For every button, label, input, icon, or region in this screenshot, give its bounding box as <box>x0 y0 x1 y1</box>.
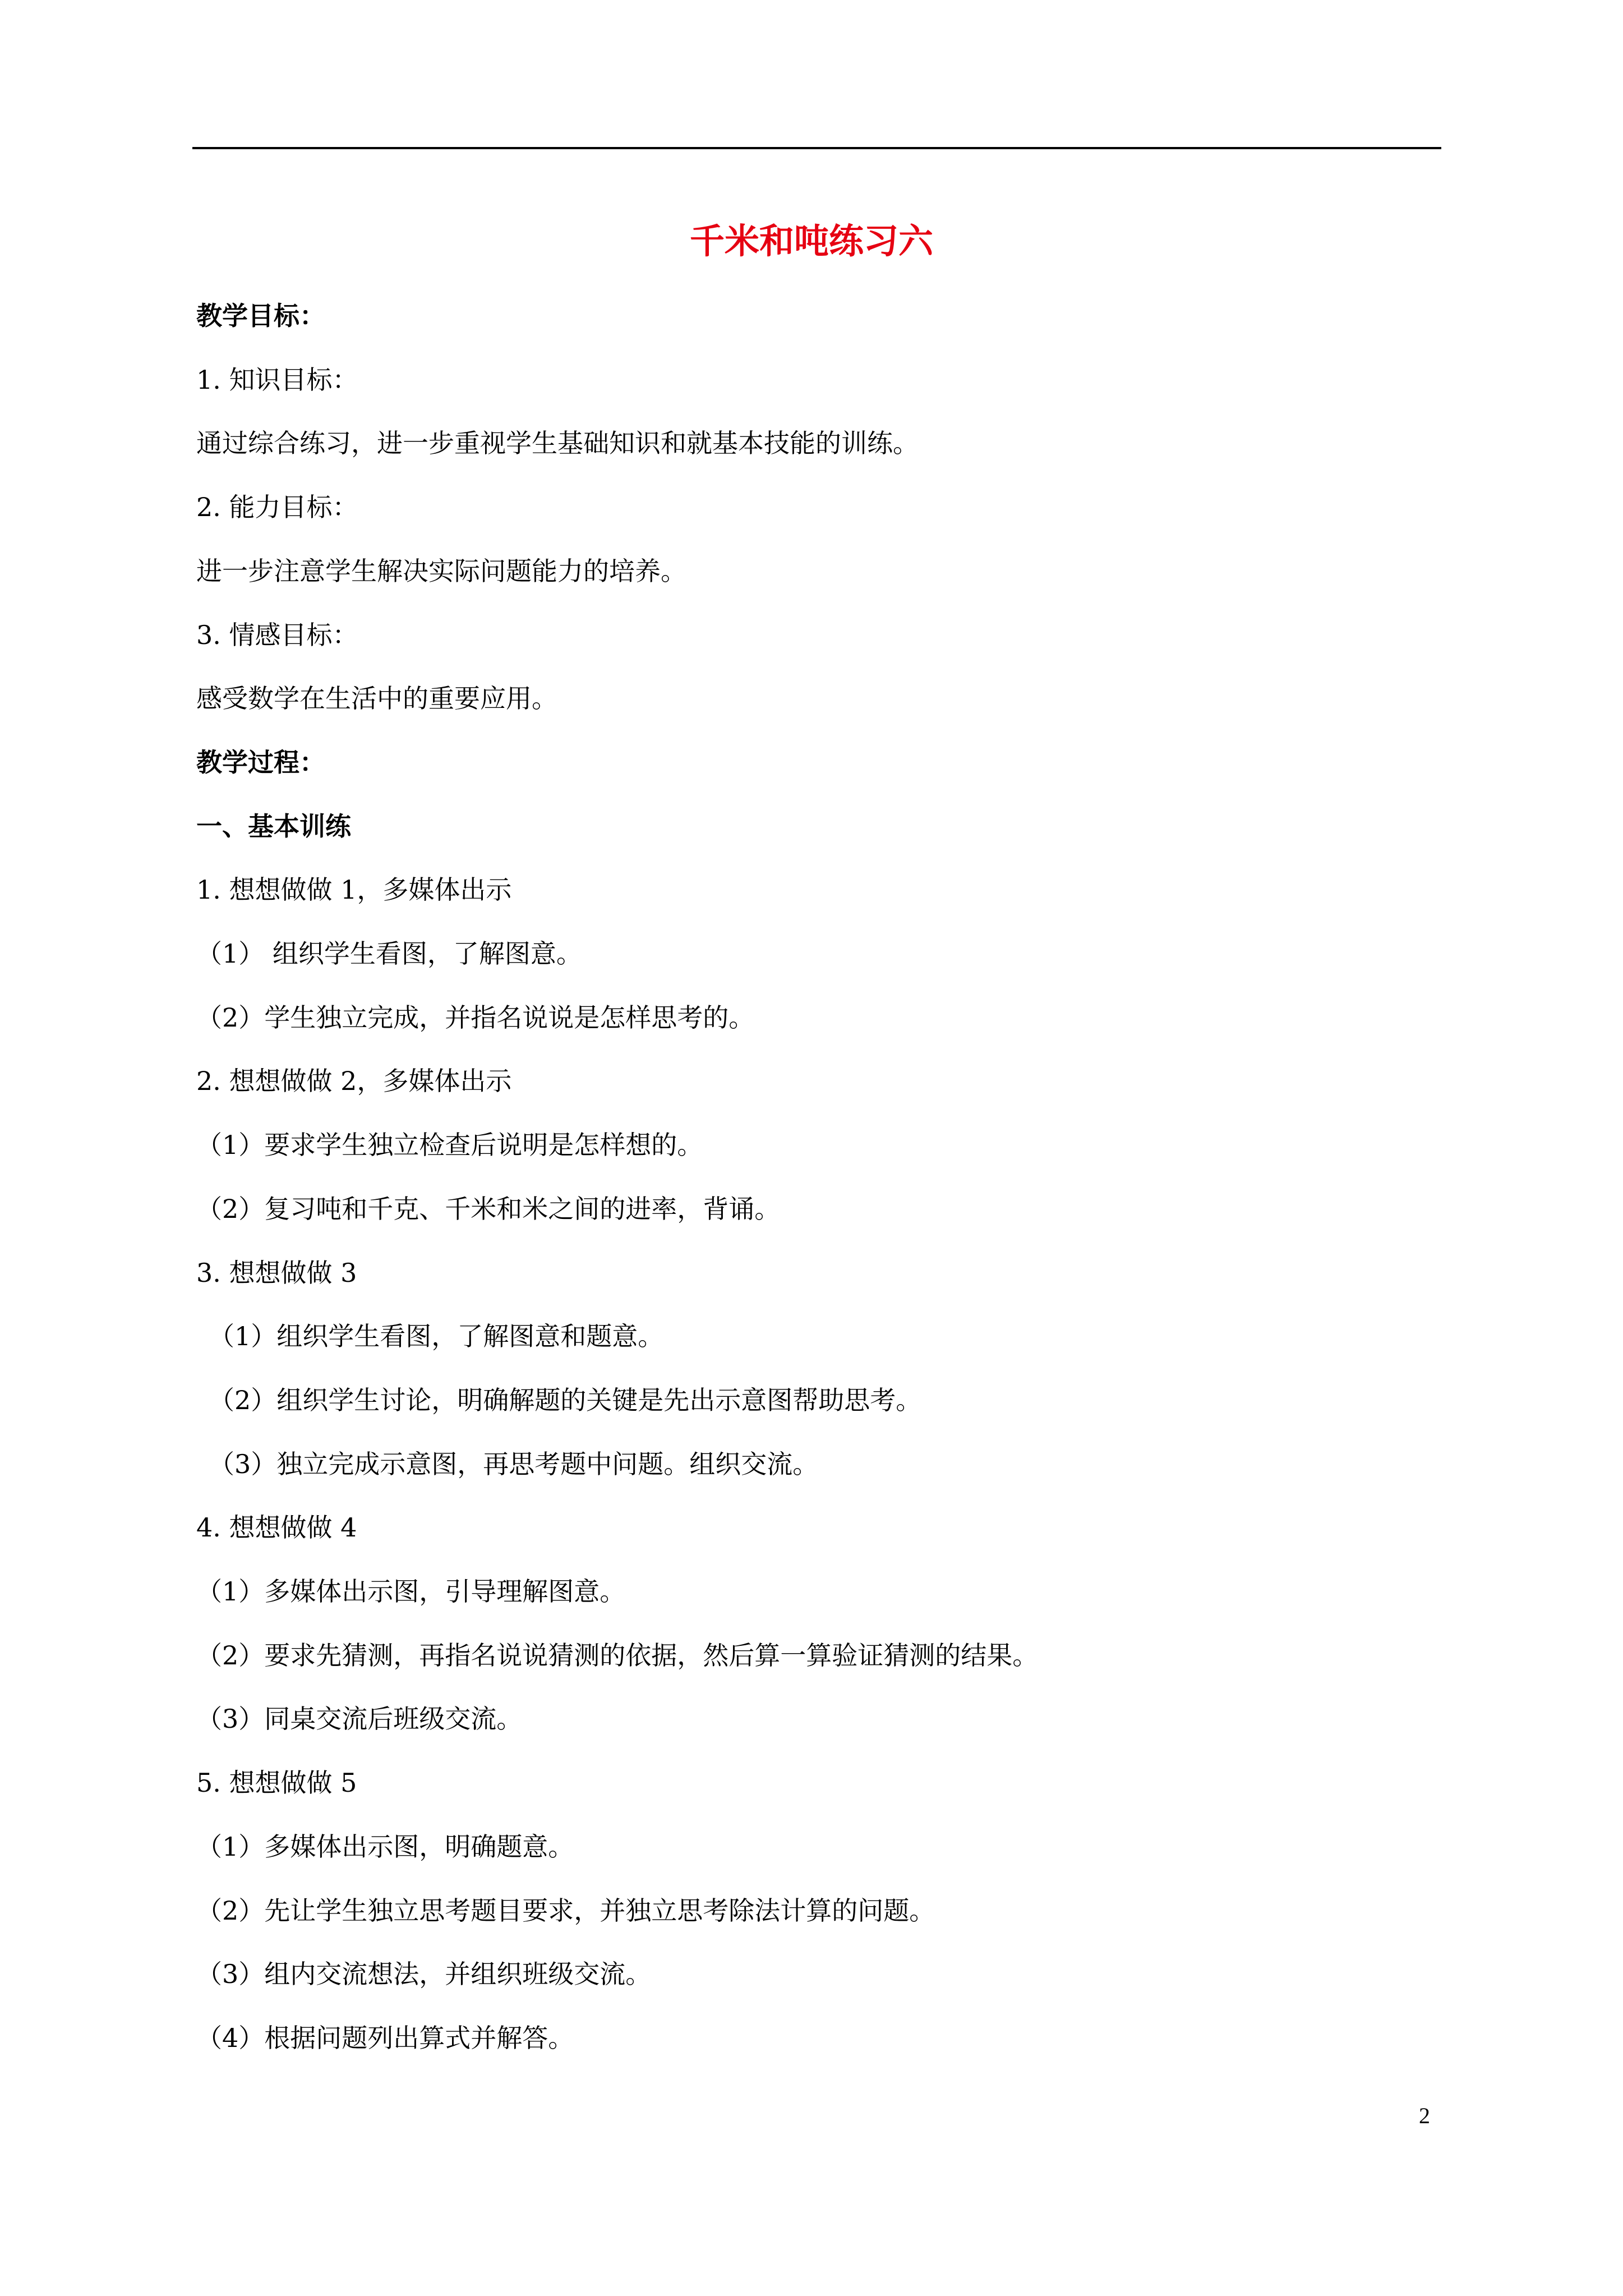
body-line: （2）组织学生讨论，明确解题的关键是先出示意图帮助思考。 <box>209 1385 922 1415</box>
body-line: 感受数学在生活中的重要应用。 <box>196 683 557 714</box>
body-line: 2. 想想做做 2，多媒体出示 <box>196 1066 512 1096</box>
section-heading: 一、基本训练 <box>196 811 351 841</box>
body-line: （3）独立完成示意图，再思考题中问题。组织交流。 <box>209 1449 819 1479</box>
body-line: 3. 情感目标： <box>196 620 358 650</box>
body-line: （4）根据问题列出算式并解答。 <box>196 2023 574 2053</box>
body-line: （2）要求先猜测，再指名说说猜测的依据，然后算一算验证猜测的结果。 <box>196 1640 1039 1671</box>
body-line: （1）组织学生看图，了解图意和题意。 <box>209 1321 664 1351</box>
body-line: 5. 想想做做 5 <box>196 1768 357 1798</box>
body-line: 3. 想想做做 3 <box>196 1258 357 1288</box>
body-line: 进一步注意学生解决实际问题能力的培养。 <box>196 556 686 586</box>
body-line: 1. 知识目标： <box>196 365 358 395</box>
section-heading: 教学过程： <box>196 747 325 777</box>
body-line: 4. 想想做做 4 <box>196 1512 357 1543</box>
section-heading: 教学目标： <box>196 301 325 331</box>
body-line: 通过综合练习，进一步重视学生基础知识和就基本技能的训练。 <box>196 428 919 458</box>
body-line: 2. 能力目标： <box>196 492 358 522</box>
body-line: （3）同桌交流后班级交流。 <box>196 1704 523 1734</box>
body-line: （1）多媒体出示图，引导理解图意。 <box>196 1576 626 1607</box>
document-title: 千米和吨练习六 <box>689 220 933 261</box>
body-line: （1） 组织学生看图，了解图意。 <box>196 938 582 969</box>
body-line: （2）复习吨和千克、千米和米之间的进率，背诵。 <box>196 1194 781 1224</box>
header-rule <box>192 147 1441 149</box>
body-line: （1）多媒体出示图，明确题意。 <box>196 1832 574 1862</box>
body-line: 1. 想想做做 1，多媒体出示 <box>196 875 512 905</box>
page-number: 2 <box>1419 2103 1430 2128</box>
body-line: （2）先让学生独立思考题目要求，并独立思考除法计算的问题。 <box>196 1895 935 1926</box>
body-line: （1）要求学生独立检查后说明是怎样想的。 <box>196 1130 703 1160</box>
body-line: （2）学生独立完成，并指名说说是怎样思考的。 <box>196 1002 755 1033</box>
body-line: （3）组内交流想法，并组织班级交流。 <box>196 1959 652 1989</box>
